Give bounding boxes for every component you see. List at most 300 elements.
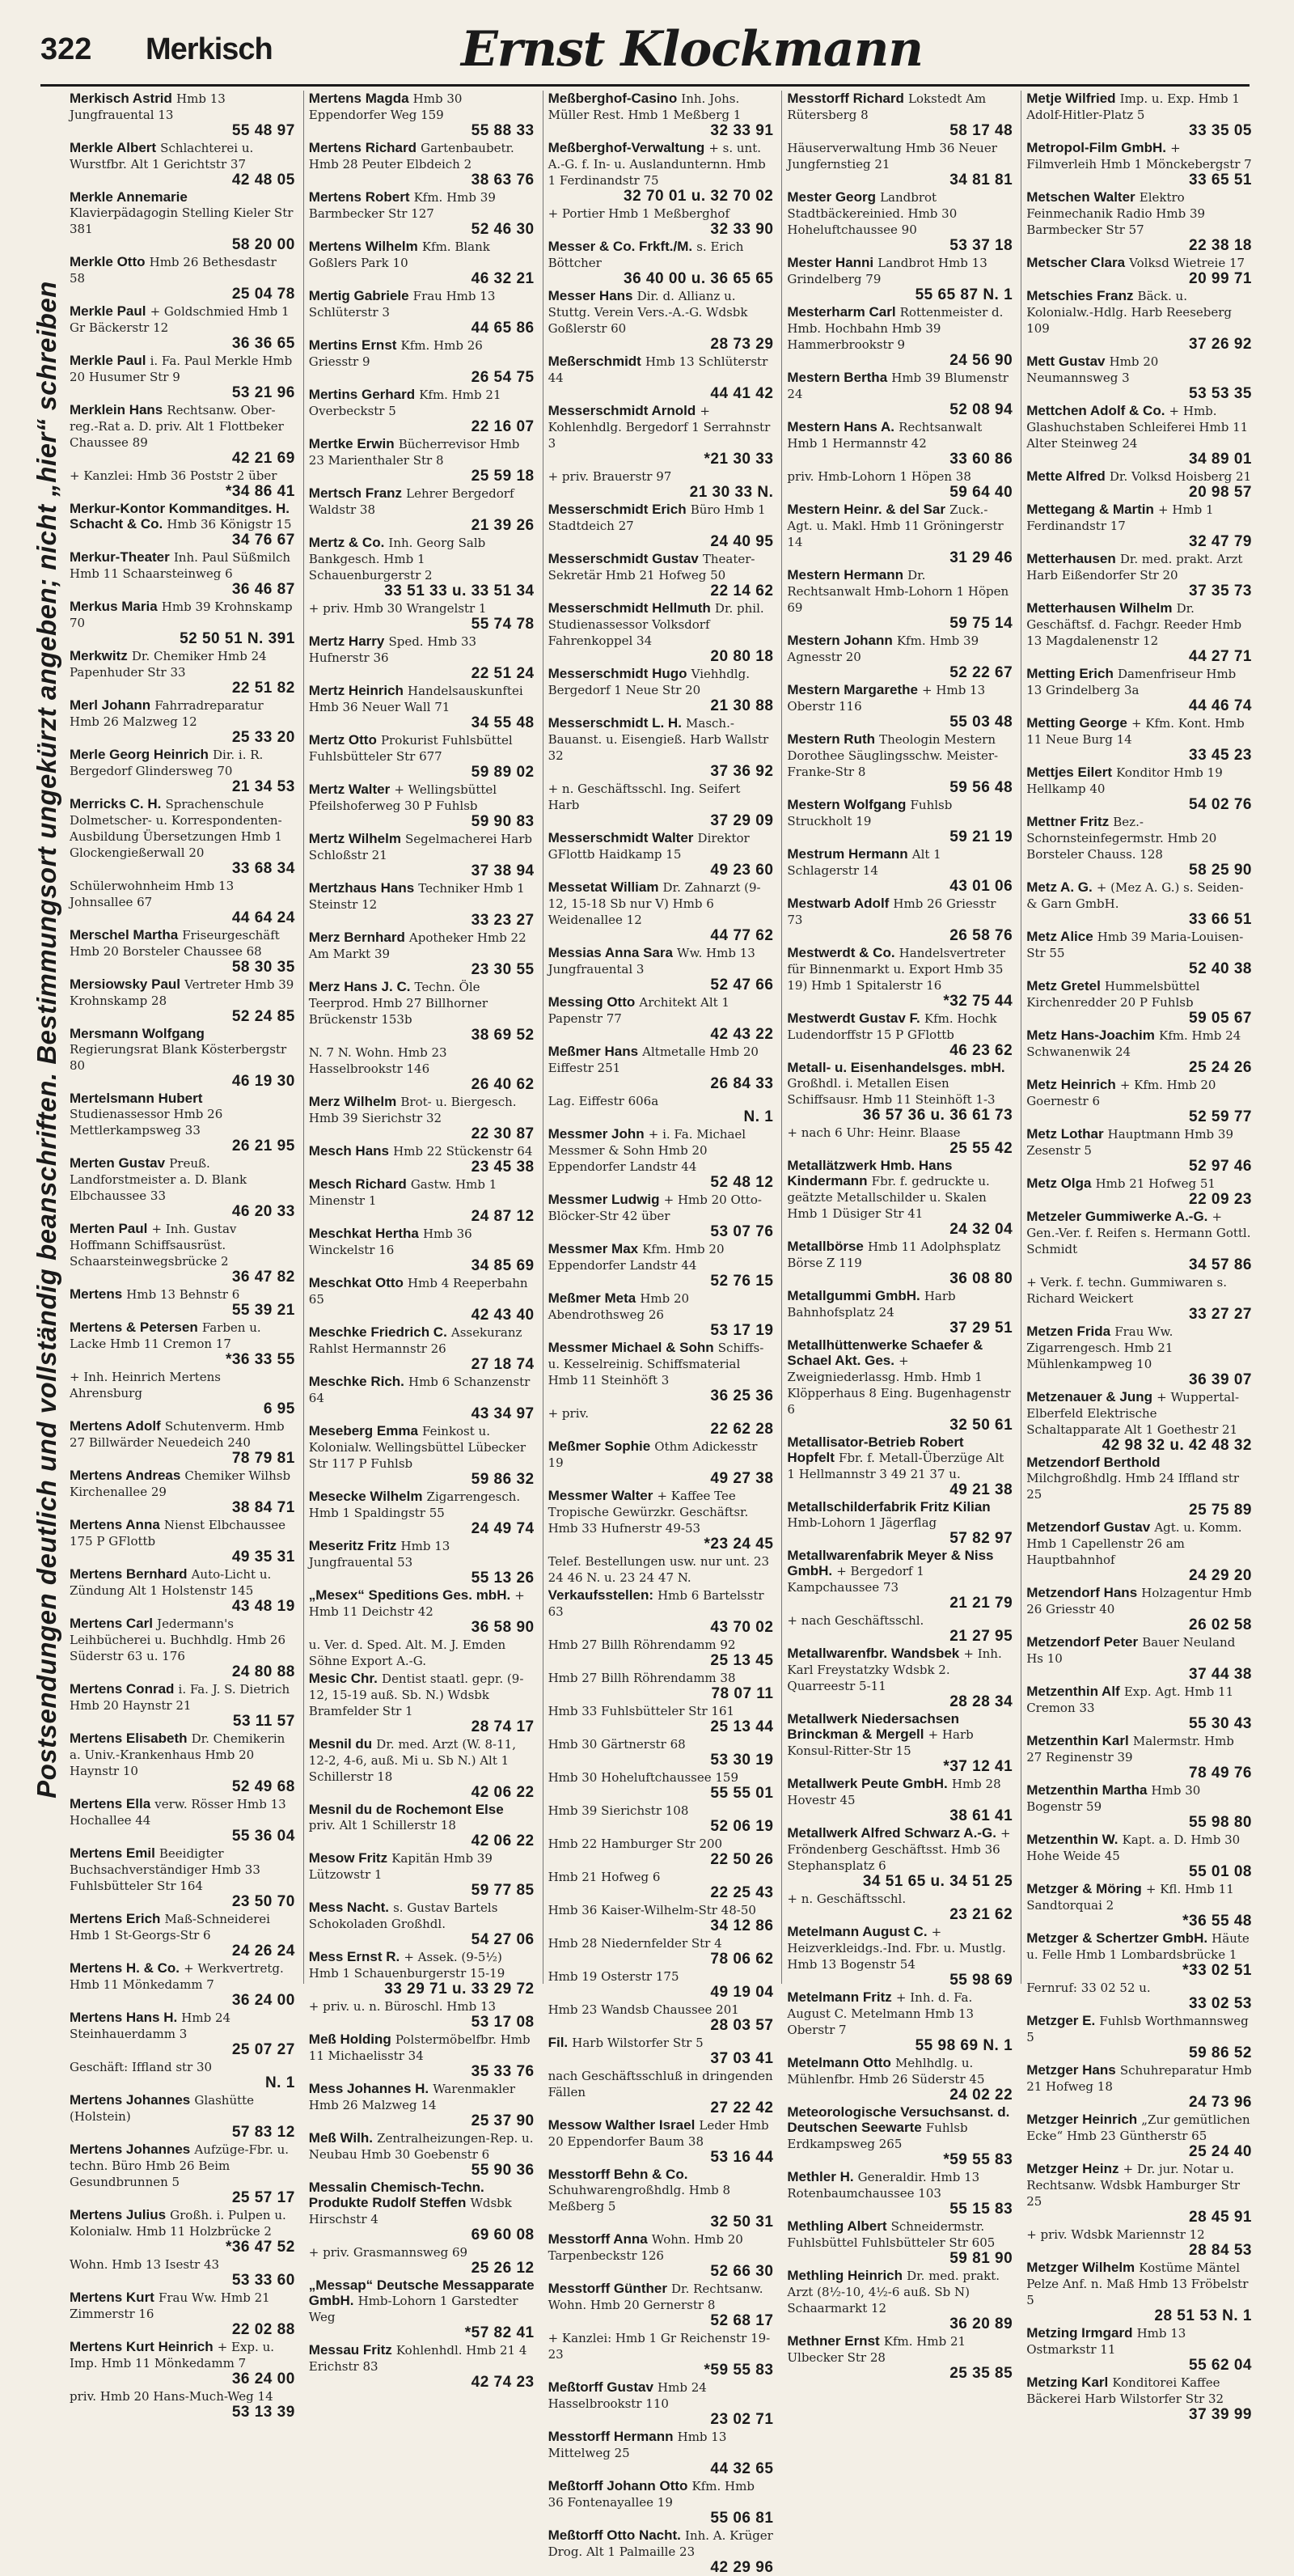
directory-entry xyxy=(548,830,774,878)
directory-entry xyxy=(309,535,535,599)
entry-name: Mertens Wilhelm xyxy=(308,239,418,254)
directory-entry xyxy=(1026,2161,1252,2225)
entry-details: Häuserverwaltung Hmb 36 Neuer Jungfernstieg 21 xyxy=(787,141,997,172)
entry-phone-number: 55 06 81 xyxy=(710,2510,774,2527)
entry-phone-number: 52 97 46 xyxy=(1189,1158,1252,1175)
entry-name: Mertens Bernhard xyxy=(70,1566,188,1582)
entry-phone-number: 52 40 38 xyxy=(1189,960,1252,977)
entry-phone-number: 52 08 94 xyxy=(949,401,1013,418)
directory-entry xyxy=(70,2142,295,2205)
entry-details: + Portier Hmb 1 Meßberghof xyxy=(548,206,729,221)
entry-phone-number: 46 32 21 xyxy=(471,270,535,287)
directory-entry xyxy=(548,502,774,549)
directory-entry xyxy=(1026,1324,1252,1388)
entry-details: + Kanzlei: Hmb 1 Gr Reichenstr 19-23 xyxy=(548,2331,771,2362)
entry-name: Mesow Fritz xyxy=(308,1850,388,1866)
entry-phone-number: 25 59 18 xyxy=(471,468,535,485)
directory-entry xyxy=(70,1155,295,1219)
entry-details: Landbrot Hmb 13 Grindelberg 79 xyxy=(787,256,987,286)
entry-name: Mestern Heinr. & del Sar xyxy=(787,502,945,517)
entry-name: Mertz Otto xyxy=(308,732,377,748)
directory-column-2 xyxy=(303,91,535,2391)
directory-entry xyxy=(309,1736,535,1800)
entry-phone-number: 22 16 07 xyxy=(471,418,535,435)
entry-details: Theologin Mestern Dorothee Säuglingsschw. Meister-Franke-Str 8 xyxy=(787,732,999,779)
entry-details: u. Ver. d. Sped. Alt. M. J. Emden Söhne Export A.-G. xyxy=(308,1638,506,1668)
directory-entry xyxy=(309,732,535,780)
entry-name: Metzenthin W. xyxy=(1026,1832,1119,1847)
directory-entry xyxy=(1026,1077,1252,1125)
directory-entry xyxy=(70,2010,295,2057)
entry-phone-number: 36 25 36 xyxy=(710,1388,774,1405)
directory-entry xyxy=(1026,2112,1252,2159)
entry-details: Hmb 26 Bethesdastr 58 xyxy=(70,255,277,286)
entry-phone-number: 33 68 34 xyxy=(231,860,295,877)
entry-phone-number: 36 57 36 u. 36 61 73 xyxy=(862,1107,1013,1124)
entry-details: + n. Geschäftsschl. xyxy=(787,1892,907,1906)
entry-details: Kapitän Hmb 39 Lützowstr 1 xyxy=(308,1851,493,1882)
entry-name: Metz Lothar xyxy=(1026,1126,1104,1142)
entry-details: Bäck. u. Kolonialw.-Hdlg. Harb Reeseberg 109 xyxy=(1026,289,1233,336)
entry-phone-number: 26 58 76 xyxy=(949,927,1013,944)
publisher-wordmark: Ernst Klockmann xyxy=(461,21,924,78)
entry-details: priv. Hmb 20 Hans-Much-Weg 14 xyxy=(70,2389,273,2404)
entry-details: Hmb 22 Hamburger Str 200 xyxy=(548,1837,723,1851)
entry-phone-number: 52 48 12 xyxy=(710,1174,774,1191)
directory-entry xyxy=(309,1275,535,1323)
entry-details: Hmb 21 Hofweg 6 xyxy=(548,1870,661,1884)
directory-entry xyxy=(548,288,774,352)
entry-phone-number: 59 64 40 xyxy=(949,484,1013,501)
entry-phone-number: 22 30 87 xyxy=(471,1125,535,1142)
entry-phone-number: 20 80 18 xyxy=(710,648,774,665)
entry-details: Volksd Wietreie 17 xyxy=(1129,256,1245,270)
entry-details: Lokstedt Am Rütersberg 8 xyxy=(787,91,987,122)
entry-name: Meßmer Sophie xyxy=(548,1438,651,1454)
entry-details: + s. unt. A.-G. f. In- u. Auslandunternn. Hmb 1 Ferdinandstr 75 xyxy=(548,141,766,188)
entry-name: Metallwerk Niedersachsen Brinckman & Mergell xyxy=(787,1711,959,1742)
directory-entry xyxy=(70,796,295,876)
entry-details: + Kfm. Hmb 20 Goernestr 6 xyxy=(1026,1078,1216,1108)
entry-name: Messtorff Behn & Co. xyxy=(548,2167,688,2182)
entry-details: Hmb 30 Bogenstr 59 xyxy=(1026,1783,1201,1814)
entry-details: Frau Ww. Zigarrengesch. Hmb 21 Mühlenkampweg 10 xyxy=(1026,1324,1173,1371)
directory-entry xyxy=(548,945,774,993)
entry-phone-number: 34 57 86 xyxy=(1189,1256,1252,1273)
entry-details: priv. Hmb-Lohorn 1 Höpen 38 xyxy=(787,469,971,484)
entry-details: Hmb 21 Hofweg 51 xyxy=(1095,1176,1216,1191)
entry-name: Methler H. xyxy=(787,2169,854,2184)
entry-name: Metzenthin Martha xyxy=(1026,1782,1148,1798)
entry-details: Kfm. Hmb 24 Schwanenwik 24 xyxy=(1026,1028,1241,1059)
entry-details: + Hmb. Glashuchstaben Schleiferei Hmb 11 Alter Steinweg 24 xyxy=(1026,404,1249,451)
entry-details: Viehhdlg. Bergedorf 1 Neue Str 20 xyxy=(548,667,750,697)
entry-details: Dr. Zahnarzt (9-12, 15-18 Sb nur V) Hmb 6 Weidenallee 12 xyxy=(548,880,761,927)
entry-details: Chemiker Wilhsb Kirchenallee 29 xyxy=(70,1468,291,1499)
directory-entry xyxy=(70,747,295,794)
directory-entry xyxy=(548,2035,774,2066)
directory-entry xyxy=(309,1538,535,1586)
directory-columns xyxy=(70,91,1252,2576)
entry-details: + i. Fa. Michael Messmer & Sohn Hmb 20 Eppendorfer Landstr 44 xyxy=(548,1127,746,1174)
entry-name: Mertsch Franz xyxy=(308,485,403,501)
entry-details: Schuhreparatur Hmb 21 Hofweg 18 xyxy=(1026,2063,1252,2094)
directory-entry xyxy=(70,1731,295,1794)
entry-phone-number: 36 08 80 xyxy=(949,1270,1013,1287)
entry-phone-number: 24 49 74 xyxy=(471,1520,535,1537)
directory-entry xyxy=(1026,1209,1252,1273)
entry-phone-number: 49 23 60 xyxy=(710,862,774,879)
directory-entry xyxy=(1026,1519,1252,1583)
entry-details: Friseurgeschäft Hmb 20 Borsteler Chaussee 68 xyxy=(70,928,280,959)
entry-details: Hmb 27 Billh Röhrendamm 92 xyxy=(548,1638,736,1652)
entry-details: Generaldir. Hmb 13 Rotenbaumchaussee 103 xyxy=(787,2170,980,2201)
directory-entry xyxy=(70,2256,295,2288)
entry-name: Mertz Harry xyxy=(308,633,385,649)
directory-entry xyxy=(309,979,535,1043)
entry-phone-number: 42 43 22 xyxy=(710,1026,774,1043)
entry-phone-number: 49 27 38 xyxy=(710,1470,774,1487)
entry-details: Hmb 13 Ostmarkstr 11 xyxy=(1026,2326,1186,2357)
directory-entry xyxy=(1026,2375,1252,2422)
entry-phone-number: 59 05 67 xyxy=(1189,1010,1252,1027)
entry-phone-number: 52 22 67 xyxy=(949,664,1013,681)
entry-name: Merkwitz xyxy=(70,648,128,663)
entry-details: + nach 6 Uhr: Heinr. Blaase xyxy=(787,1125,961,1140)
entry-phone-number: 59 86 52 xyxy=(1189,2044,1252,2061)
entry-phone-number: 36 24 00 xyxy=(231,1992,295,2009)
entry-phone-number: 58 30 35 xyxy=(231,959,295,976)
directory-entry xyxy=(548,666,774,714)
entry-name: Metzger & Schertzer GmbH. xyxy=(1026,1930,1208,1946)
entry-details: Hmb 11 Adolphsplatz Börse Z 119 xyxy=(787,1239,1000,1270)
entry-details: Warenmakler Hmb 26 Malzweg 14 xyxy=(308,2082,516,2112)
directory-entry xyxy=(548,354,774,401)
directory-entry xyxy=(548,1438,774,1486)
entry-name: Messmer Ludwig xyxy=(548,1192,660,1207)
directory-entry xyxy=(309,1802,535,1849)
entry-phone-number: 33 29 71 u. 33 29 72 xyxy=(384,1981,535,1998)
entry-phone-number: 43 70 02 xyxy=(710,1619,774,1636)
entry-phone-number: 36 36 65 xyxy=(231,335,295,352)
entry-name: Mertens Julius xyxy=(70,2207,167,2222)
directory-entry xyxy=(1026,1027,1252,1075)
directory-entry xyxy=(1026,91,1252,138)
entry-name: Merkur-Theater xyxy=(70,549,170,565)
entry-details: Schutenverm. Hmb 27 Billwärder Neuedeich 240 xyxy=(70,1419,285,1450)
entry-phone-number: 55 74 78 xyxy=(471,616,535,633)
directory-entry xyxy=(70,2388,295,2420)
directory-entry xyxy=(787,1825,1013,1889)
entry-phone-number: 78 06 62 xyxy=(710,1951,774,1968)
entry-details: Regierungsrat Blank Kösterbergstr 80 xyxy=(70,1042,287,1073)
directory-entry xyxy=(309,1587,535,1635)
entry-name: Mestern Bertha xyxy=(787,370,888,385)
entry-details: Harb Wilstorfer Str 5 xyxy=(572,2036,704,2050)
directory-entry xyxy=(1026,2013,1252,2061)
entry-phone-number: 24 80 88 xyxy=(231,1663,295,1680)
directory-entry xyxy=(1026,1455,1252,1518)
entry-phone-number: 33 02 53 xyxy=(1189,1995,1252,2012)
entry-name: Metelmann Otto xyxy=(787,2055,891,2070)
directory-entry xyxy=(1026,551,1252,599)
entry-phone-number: 37 26 92 xyxy=(1189,336,1252,353)
entry-details: + (Mez A. G.) s. Seiden- & Garn GmbH. xyxy=(1026,880,1244,911)
entry-details: s. Gustav Bartels Schokoladen Großhdl. xyxy=(308,1900,498,1931)
entry-phone-number: 53 33 60 xyxy=(231,2272,295,2289)
entry-phone-number: *33 02 51 xyxy=(1182,1962,1252,1979)
entry-phone-number: 6 95 xyxy=(263,1400,295,1417)
entry-name: Messing Otto xyxy=(548,994,636,1010)
entry-phone-number: 59 89 02 xyxy=(471,764,535,781)
entry-phone-number: 22 25 43 xyxy=(710,1884,774,1901)
entry-phone-number: 38 69 52 xyxy=(471,1027,535,1044)
entry-details: + priv. Wdsbk Mariennstr 12 xyxy=(1026,2227,1205,2242)
entry-details: + n. Geschäftsschl. Ing. Seifert Harb xyxy=(548,782,741,812)
entry-phone-number: 53 13 39 xyxy=(231,2404,295,2421)
entry-phone-number: 36 24 00 xyxy=(231,2371,295,2387)
entry-name: Meßtorff Gustav xyxy=(548,2379,653,2395)
entry-name: Mertens Ella xyxy=(70,1796,151,1811)
entry-phone-number: 52 46 30 xyxy=(471,221,535,238)
entry-details: + Filmverleih Hmb 1 Mönckebergstr 7 xyxy=(1026,141,1252,172)
entry-name: Messer & Co. Frkft./M. xyxy=(548,239,693,254)
directory-column-1 xyxy=(70,91,295,2421)
directory-entry xyxy=(787,1891,1013,1922)
entry-phone-number: 52 76 15 xyxy=(710,1273,774,1290)
directory-entry xyxy=(309,1637,535,1669)
entry-name: Mertens Conrad xyxy=(70,1681,175,1697)
entry-details: + priv. xyxy=(548,1406,589,1421)
entry-name: Mess Ernst R. xyxy=(308,1949,400,1964)
entry-name: Metz Hans-Joachim xyxy=(1026,1027,1155,1043)
entry-details: + Dr. jur. Notar u. Rechtsanw. Wdsbk Hamburger Str 25 xyxy=(1026,2162,1241,2209)
entry-name: Metzing Karl xyxy=(1026,2375,1109,2390)
entry-phone-number: 59 86 32 xyxy=(471,1471,535,1488)
directory-entry xyxy=(787,1010,1013,1058)
entry-phone-number: 21 34 53 xyxy=(231,778,295,795)
entry-phone-number: 28 03 57 xyxy=(710,2017,774,2034)
entry-phone-number: *36 55 48 xyxy=(1182,1913,1252,1930)
entry-details: Klavierpädagogin Stelling Kieler Str 381 xyxy=(70,205,294,236)
entry-phone-number: 55 01 08 xyxy=(1189,1863,1252,1880)
entry-phone-number: 53 21 96 xyxy=(231,384,295,401)
entry-details: + Fröndenberg Geschäftsst. Hmb 36 Stephansplatz 6 xyxy=(787,1826,1011,1873)
entry-phone-number: 46 20 33 xyxy=(231,1203,295,1220)
entry-details: Alt 1 Schlagerstr 14 xyxy=(787,847,941,878)
entry-phone-number: 78 79 81 xyxy=(231,1450,295,1467)
directory-entry xyxy=(787,1612,1013,1644)
directory-entry xyxy=(548,2117,774,2165)
entry-phone-number: 20 98 57 xyxy=(1189,484,1252,501)
entry-details: Fbr. f. gedruckte u. geätzte Metallschilder u. Skalen Hmb 1 Düsiger Str 41 xyxy=(787,1174,990,1221)
entry-name: Metz Olga xyxy=(1026,1176,1092,1191)
entry-phone-number: 42 43 40 xyxy=(471,1307,535,1324)
entry-name: Metzenthin Karl xyxy=(1026,1733,1129,1748)
entry-phone-number: *37 12 41 xyxy=(943,1758,1013,1775)
entry-details: N. 7 N. Wohn. Hmb 23 Hasselbrookstr 146 xyxy=(308,1045,447,1076)
entry-name: Merten Gustav xyxy=(70,1155,166,1171)
directory-entry xyxy=(1026,1832,1252,1879)
directory-entry xyxy=(548,1340,774,1404)
entry-phone-number: 38 63 76 xyxy=(471,172,535,189)
entry-details: Hmb 19 Osterstr 175 xyxy=(548,1969,679,1984)
directory-entry xyxy=(787,633,1013,680)
entry-details: Büro Hmb 1 Stadtdeich 27 xyxy=(548,502,766,533)
directory-entry xyxy=(548,1044,774,1091)
entry-phone-number: 22 09 23 xyxy=(1189,1191,1252,1208)
entry-name: Mertens Hans H. xyxy=(70,2010,178,2025)
entry-phone-number: 58 20 00 xyxy=(231,236,295,253)
directory-entry xyxy=(70,1616,295,1680)
entry-details: Zentralheizungen-Rep. u. Neubau Hmb 30 Goebenstr 6 xyxy=(308,2131,534,2162)
directory-entry xyxy=(548,1769,774,1801)
entry-name: Mertens Kurt xyxy=(70,2290,154,2305)
directory-entry xyxy=(70,1091,295,1154)
directory-entry xyxy=(548,1670,774,1701)
entry-details: Fuhlsb Erdkampsweg 265 xyxy=(787,2121,968,2151)
entry-details: Gastw. Hmb 1 Minenstr 1 xyxy=(308,1177,497,1208)
entry-phone-number: 21 27 95 xyxy=(949,1628,1013,1645)
entry-details: + Zweigniederlassg. Hmb. Hmb 1 Klöpperhaus 8 Eing. Bugenhagenstr 6 xyxy=(787,1354,1011,1417)
entry-phone-number: 25 55 42 xyxy=(949,1140,1013,1157)
entry-name: Mertens H. & Co. xyxy=(70,1960,180,1976)
directory-entry xyxy=(70,878,295,926)
directory-entry xyxy=(548,1836,774,1867)
entry-details: + Hmb 13 Oberstr 116 xyxy=(787,683,986,714)
entry-details: Hauptmann Hmb 39 Zesenstr 5 xyxy=(1026,1127,1234,1158)
entry-phone-number: *21 30 33 xyxy=(704,451,774,468)
entry-details: Bauer Neuland Hs 10 xyxy=(1026,1635,1236,1666)
entry-name: Messerschmidt Hugo xyxy=(548,666,687,681)
entry-details: Geschäft: Iffland str 30 xyxy=(70,2060,213,2074)
entry-name: Metz Gretel xyxy=(1026,978,1101,994)
directory-entry xyxy=(548,1803,774,1834)
entry-phone-number: 24 32 04 xyxy=(949,1221,1013,1238)
entry-details: Hmb-Lohorn 1 Jägerflag xyxy=(787,1515,937,1530)
entry-phone-number: 42 21 69 xyxy=(231,450,295,467)
entry-name: Metallwarenfbr. Wandsbek xyxy=(787,1646,960,1661)
entry-details: Glashütte (Holstein) xyxy=(70,2093,255,2124)
directory-entry xyxy=(309,288,535,336)
entry-phone-number: 20 99 71 xyxy=(1189,270,1252,287)
directory-entry xyxy=(70,1911,295,1959)
directory-entry xyxy=(309,1044,535,1092)
entry-phone-number: 42 98 32 u. 42 48 32 xyxy=(1102,1437,1252,1454)
entry-name: Merl Johann xyxy=(70,697,151,713)
entry-details: Leder Hmb 20 Eppendorfer Baum 38 xyxy=(548,2118,769,2149)
entry-details: Landbrot Stadtbäckereinied. Hmb 30 Hoheluftchaussee 90 xyxy=(787,190,958,237)
entry-name: Mertens xyxy=(70,1286,123,1302)
entry-phone-number: 53 11 57 xyxy=(232,1713,295,1730)
entry-phone-number: 37 44 38 xyxy=(1189,1666,1252,1683)
directory-entry xyxy=(1026,715,1252,763)
directory-entry xyxy=(309,337,535,385)
entry-phone-number: 27 18 74 xyxy=(471,1356,535,1373)
entry-details: Elektro Feinmechanik Radio Hmb 39 Barmbecker Str 57 xyxy=(1026,190,1206,237)
entry-details: Hmb 27 Billh Röhrendamm 38 xyxy=(548,1671,736,1685)
directory-entry xyxy=(70,1221,295,1285)
entry-phone-number: 54 27 06 xyxy=(471,1931,535,1948)
directory-entry xyxy=(309,485,535,533)
entry-details: Hmb 28 Hovestr 45 xyxy=(787,1777,1001,1807)
entry-name: Fil. xyxy=(548,2035,569,2050)
directory-entry xyxy=(787,682,1013,730)
directory-entry xyxy=(548,2330,774,2378)
entry-phone-number: N. 1 xyxy=(743,1108,774,1125)
directory-entry xyxy=(70,1418,295,1466)
entry-name: Metzger Hans xyxy=(1026,2062,1116,2078)
entry-phone-number: 59 75 14 xyxy=(949,615,1013,632)
entry-phone-number: 28 45 91 xyxy=(1189,2209,1252,2226)
entry-phone-number: 23 02 71 xyxy=(710,2411,774,2428)
entry-details: nach Geschäftsschluß in dringenden Fällen xyxy=(548,2069,773,2099)
entry-name: Messmer Michael & Sohn xyxy=(548,1340,714,1355)
entry-details: Prokurist Fuhlsbüttel Fuhlsbütteler Str 677 xyxy=(308,733,513,764)
entry-name: Meß Wilh. xyxy=(308,2130,373,2146)
directory-entry xyxy=(1026,1126,1252,1174)
directory-entry xyxy=(1026,2260,1252,2324)
entry-details: Dr. Geschäftsf. d. Fachgr. Reeder Hmb 13 Magdalenenstr 12 xyxy=(1026,601,1242,648)
entry-details: Kfm. Hmb 39 Agnesstr 20 xyxy=(787,633,979,664)
entry-phone-number: 38 84 71 xyxy=(231,1499,295,1516)
entry-name: Metallwarenfabrik Meyer & Niss GmbH. xyxy=(787,1548,994,1578)
entry-phone-number: 46 23 62 xyxy=(949,1042,1013,1059)
directory-entry xyxy=(787,1646,1013,1710)
entry-phone-number: 55 03 48 xyxy=(949,714,1013,731)
entry-name: Mertzhaus Hans xyxy=(308,880,415,896)
entry-details: Hmb 28 Niedernfelder Str 4 xyxy=(548,1936,722,1951)
directory-entry xyxy=(1026,1684,1252,1731)
entry-details: Farben u. Lacke Hmb 11 Cremon 17 xyxy=(70,1320,261,1351)
entry-name: Metting George xyxy=(1026,715,1127,731)
directory-column-3 xyxy=(543,91,774,2576)
entry-phone-number: 69 60 08 xyxy=(471,2226,535,2243)
entry-details: Konditorei Kaffee Bäckerei Harb Wilstorfer Str 32 xyxy=(1026,2375,1224,2406)
entry-name: Mestwarb Adolf xyxy=(787,896,890,911)
entry-details: Hummelsbüttel Kirchenredder 20 P Fuhlsb xyxy=(1026,979,1200,1010)
entry-details: + Inh. d. Fa. August C. Metelmann Hmb 13 Oberstr 7 xyxy=(787,1990,975,2037)
entry-phone-number: 25 37 90 xyxy=(471,2112,535,2129)
directory-entry xyxy=(548,1736,774,1768)
entry-phone-number: 24 40 95 xyxy=(710,533,774,550)
entry-details: Zigarrengesch. Hmb 1 Spaldingstr 55 xyxy=(308,1489,521,1520)
entry-phone-number: *34 86 41 xyxy=(225,483,295,500)
entry-details: Sped. Hmb 33 Hufnerstr 36 xyxy=(308,634,477,665)
entry-phone-number: *36 33 55 xyxy=(225,1351,295,1368)
entry-details: + Kaffee Tee Tropische Gewürzkr. Geschäftsr. Hmb 33 Hufnerstr 49-53 xyxy=(548,1489,749,1536)
directory-entry xyxy=(70,402,295,466)
entry-name: Meschke Rich. xyxy=(308,1374,404,1389)
entry-details: Hmb 39 Krohnskamp 70 xyxy=(70,600,293,630)
entry-details: Hmb 20 Neumannsweg 3 xyxy=(1026,354,1159,385)
entry-phone-number: 55 90 36 xyxy=(471,2162,535,2179)
entry-name: Messer Hans xyxy=(548,288,633,303)
directory-entry xyxy=(787,255,1013,303)
entry-phone-number: 32 50 31 xyxy=(710,2214,774,2231)
directory-entry xyxy=(548,1935,774,1967)
entry-phone-number: 54 02 76 xyxy=(1189,796,1252,813)
entry-phone-number: 24 56 90 xyxy=(949,352,1013,369)
entry-phone-number: 52 06 19 xyxy=(710,1818,774,1835)
header-rule xyxy=(40,84,1250,87)
directory-entry xyxy=(548,1587,774,1635)
entry-phone-number: 43 34 97 xyxy=(471,1405,535,1422)
entry-details: Hmb 6 Schanzenstr 64 xyxy=(308,1375,531,1405)
entry-name: Meßtorff Otto Nacht. xyxy=(548,2527,681,2543)
entry-phone-number: 49 21 38 xyxy=(949,1481,1013,1498)
entry-details: Hmb-Lohorn 1 Garstedter Weg xyxy=(308,2294,518,2324)
